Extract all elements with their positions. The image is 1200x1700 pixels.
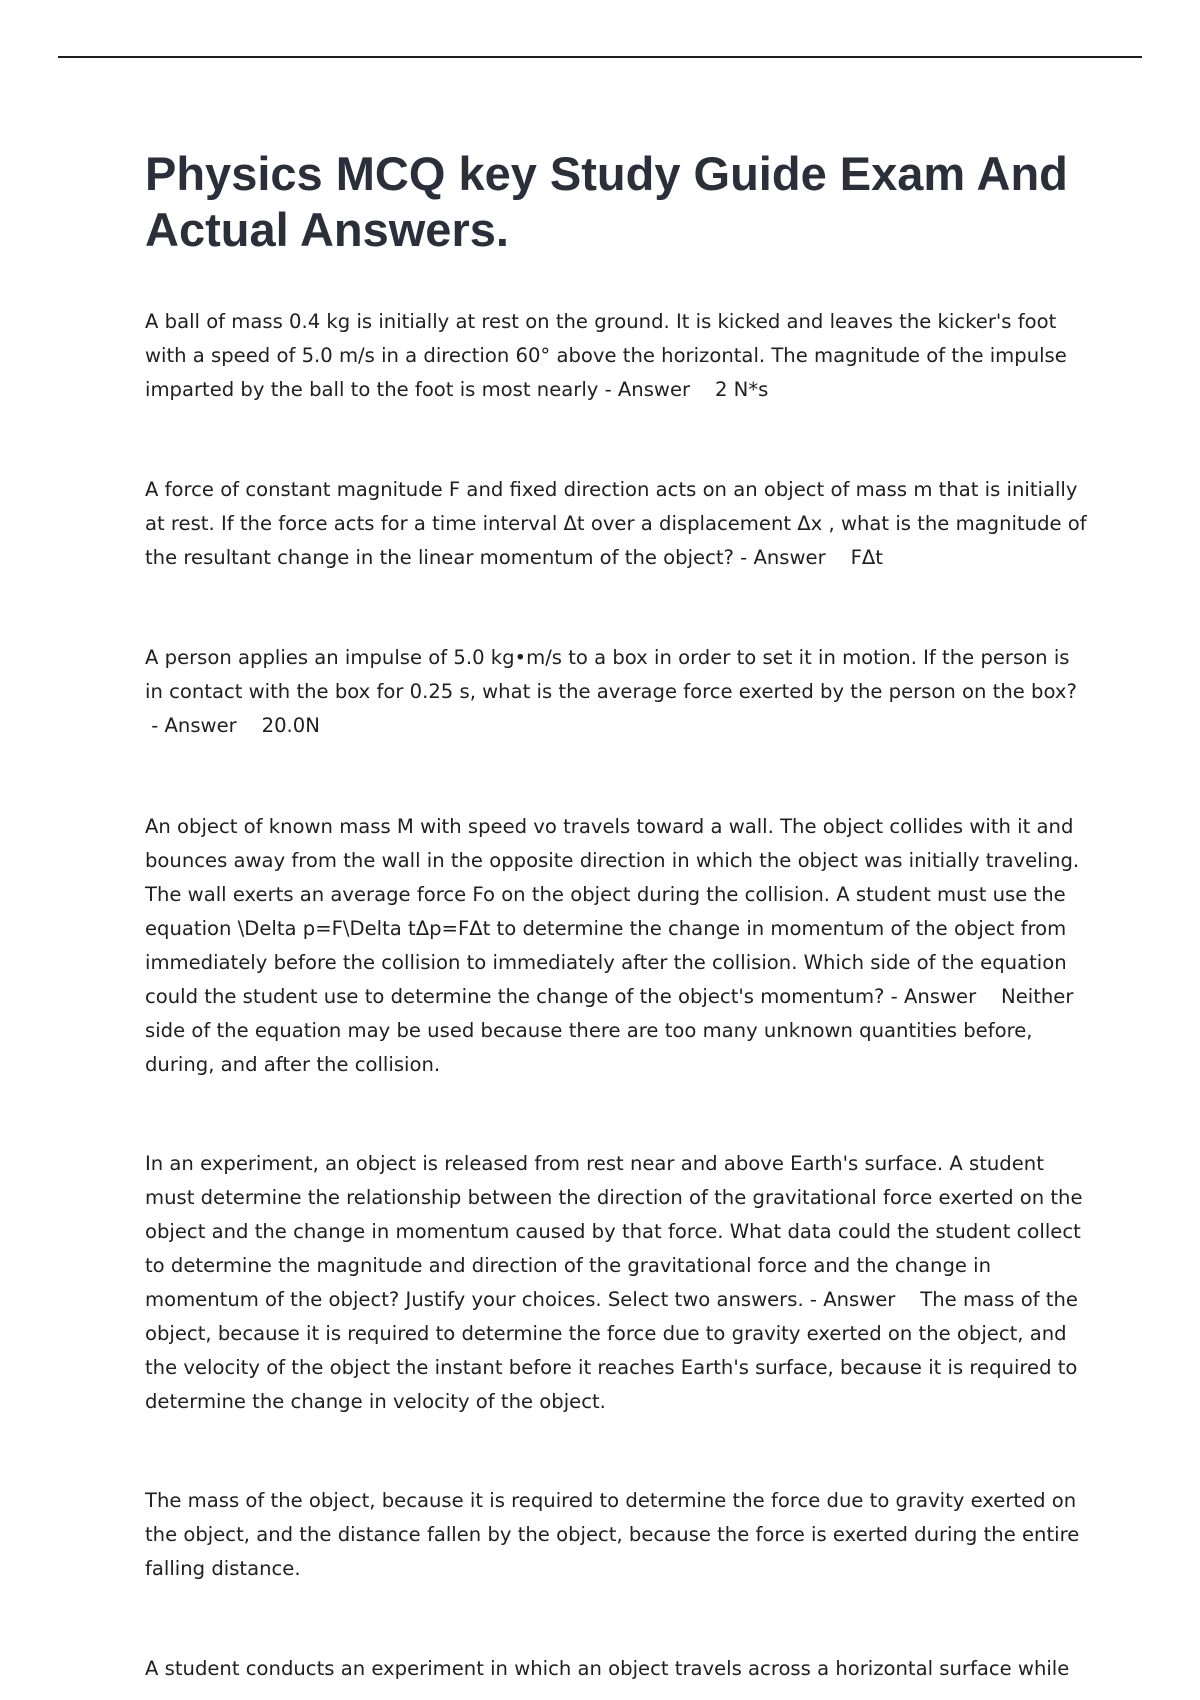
header-divider <box>58 56 1142 58</box>
answer-separator: - Answer <box>598 378 715 401</box>
answer-continuation: The mass of the object, because it is required to determine the force due to gravity exerted on the object, and the distance fallen by the object, because the force is exerted during the entire falling distance. <box>145 1489 1080 1580</box>
question-text: A person applies an impulse of 5.0 kg•m/s to a box in order to set it in motion. If the person is in contact with the box for 0.25 s, what is the average force exerted by the person on the box? <box>145 646 1077 703</box>
qa-item-1 <box>145 305 1090 407</box>
answer-text: FΔt <box>850 546 883 569</box>
question-text: An object of known mass M with speed vo travels toward a wall. The object collides with it and bounces away from the wall in the opposite direction in which the object was initially traveling. The wall exerts an average force Fo on the object during the collision. A student must use the equation \Delta p=F\Delta tΔp=FΔt to determine the change in momentum of the object from immediately before the collision to immediately after the collision. Which side of the equation could the student use to determine the change of the object's momentum? <box>145 815 1080 1008</box>
qa-item-3 <box>145 641 1090 743</box>
answer-separator: - Answer <box>145 714 262 737</box>
question-text: In an experiment, an object is released from rest near and above Earth's surface. A student must determine the relationship between the direction of the gravitational force exerted on the object and the change in momentum caused by that force. What data could the student collect to determine the magnitude and direction of the gravitational force and the change in momentum of the object? Justify your choices. Select two answers. <box>145 1152 1083 1311</box>
answer-text: 20.0N <box>261 714 320 737</box>
page-title: Physics MCQ key Study Guide Exam And Actual Answers. <box>145 147 1068 256</box>
answer-separator: - Answer <box>733 546 851 569</box>
question-text: A ball of mass 0.4 kg is initially at rest on the ground. It is kicked and leaves the kicker's foot with a speed of 5.0 m/s in a direction 60° above the horizontal. The magnitude of the impulse imparted by the ball to the foot is most nearly <box>145 310 1067 401</box>
answer-text: Neither side of the equation may be used because there are too many unknown quantities before, during, and after the collision. <box>145 985 1074 1076</box>
answer-separator: - Answer <box>884 985 1002 1008</box>
answer-separator: - Answer <box>803 1288 921 1311</box>
next-question-start: A student conducts an experiment in which an object travels across a horizontal surface while <box>145 1657 1070 1680</box>
question-text: A force of constant magnitude F and fixed direction acts on an object of mass m that is initially at rest. If the force acts for a time interval Δt over a displacement Δx , what is the magnitude of the resultant change in the linear momentum of the object? <box>145 478 1087 569</box>
answer-text: The mass of the object, because it is required to determine the force due to gravity exerted on the object, and the velocity of the object the instant before it reaches Earth's surface, because it is required to determine the change in velocity of the object. <box>145 1288 1078 1413</box>
qa-item-4 <box>145 810 1090 1082</box>
qa-item-2 <box>145 473 1090 575</box>
qa-item-5 <box>145 1147 1090 1419</box>
answer-text: 2 N*s <box>714 378 769 401</box>
